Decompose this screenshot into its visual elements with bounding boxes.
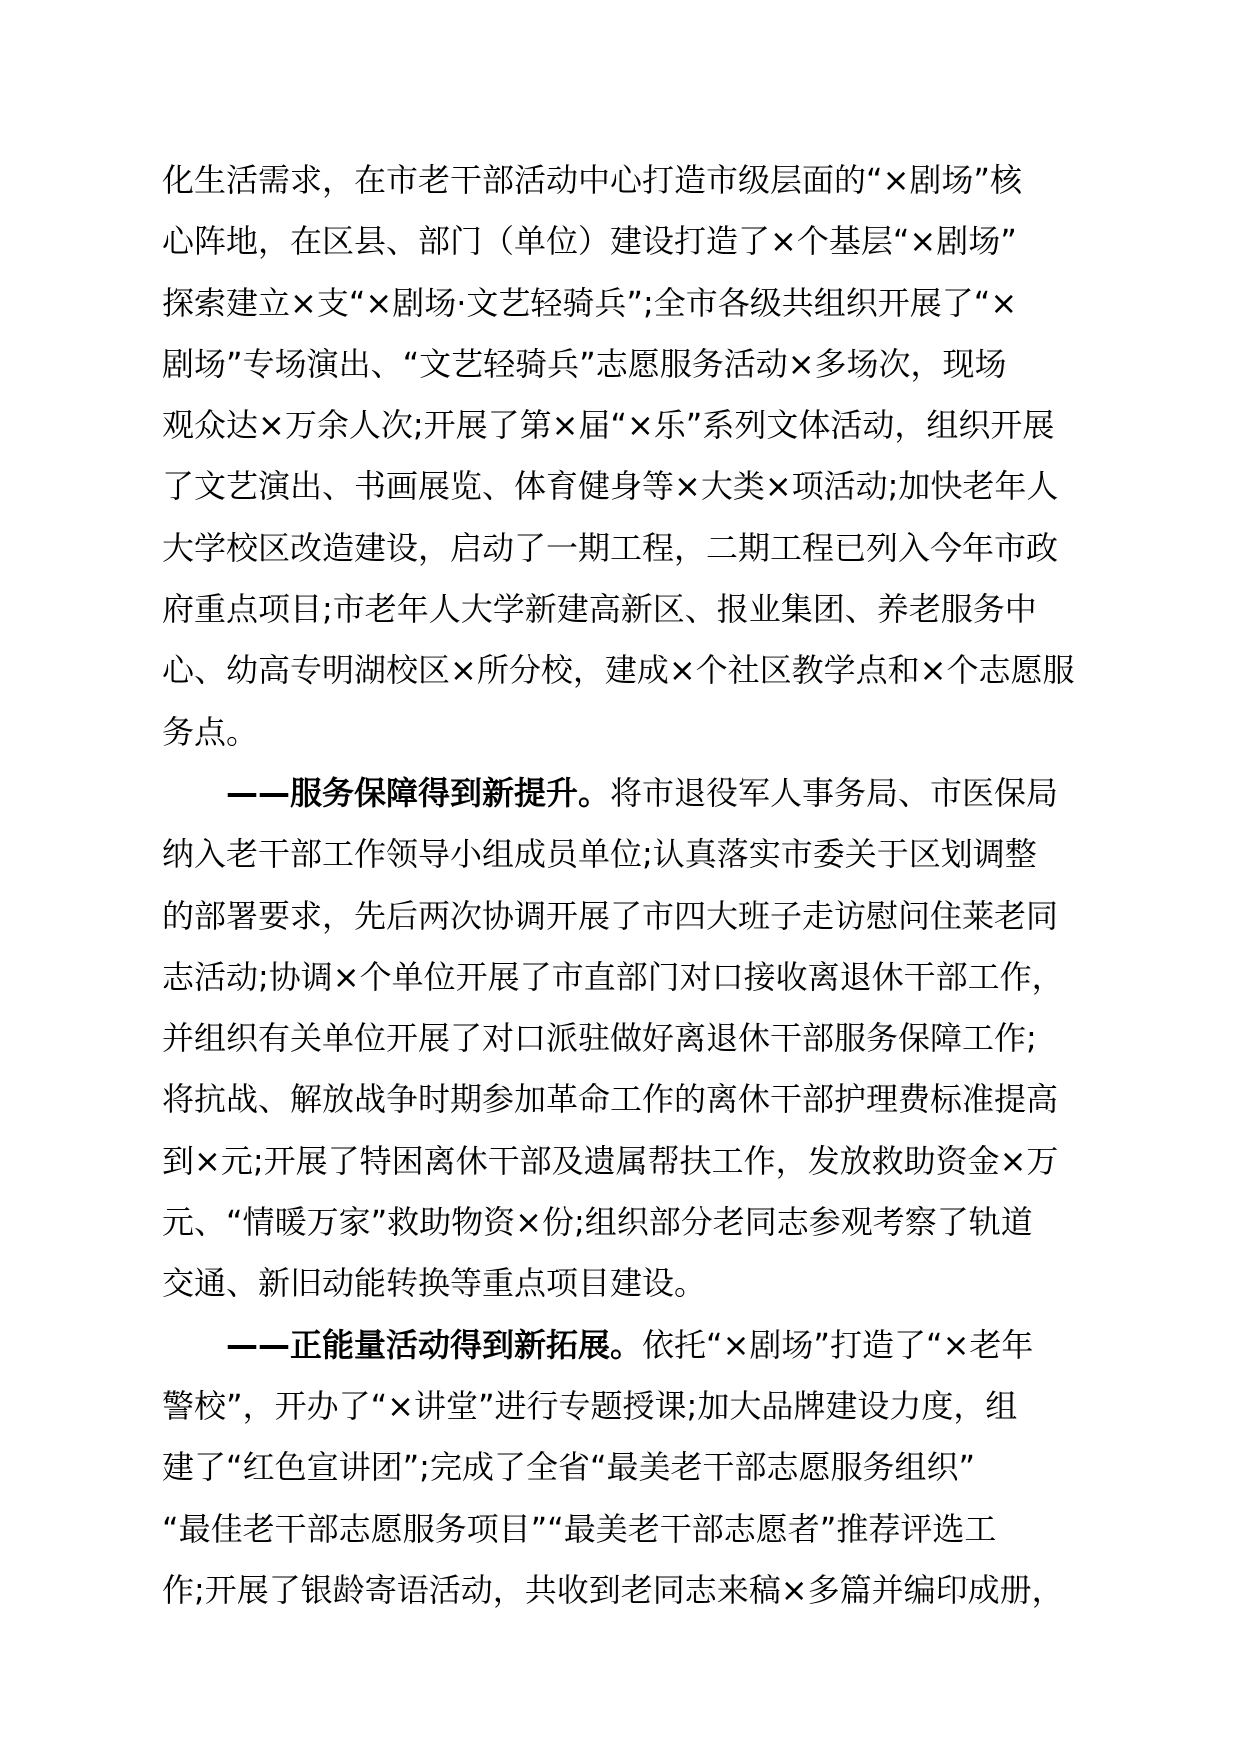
text-line: 务点。 <box>162 712 259 751</box>
text-line: 到×元;开展了特困离休干部及遗属帮扶工作，发放救助资金×万 <box>162 1141 1059 1180</box>
text-line: 作;开展了银龄寄语活动，共收到老同志来稿×多篇并编印成册， <box>162 1570 1064 1609</box>
paragraph-service-guarantee <box>162 763 1122 1315</box>
text-line: 的部署要求，先后两次协调开展了市四大班子走访慰问住莱老同 <box>162 896 1059 935</box>
text-line: 纳入老干部工作领导小组成员单位;认真落实市委关于区划调整 <box>162 835 1037 874</box>
text-line: 志活动;协调×个单位开展了市直部门对口接收离退休干部工作， <box>162 957 1064 996</box>
paragraph-cultural-activities <box>162 150 1122 763</box>
text-line: 将抗战、解放战争时期参加革命工作的离休干部护理费标准提高 <box>162 1080 1059 1119</box>
text-line: 大学校区改造建设，启动了一期工程，二期工程已列入今年市政 <box>162 528 1059 567</box>
text-line: 元、“情暖万家”救助物资×份;组织部分老同志参观考察了轨道 <box>162 1203 1033 1242</box>
document-body <box>162 150 1122 1621</box>
text-line-continuation: 将市退役军人事务局、市医保局 <box>610 773 1059 812</box>
paragraph-positive-energy <box>162 1315 1122 1621</box>
text-line-continuation: 依托“×剧场”打造了“×老年 <box>642 1325 1034 1364</box>
text-line: 了文艺演出、书画展览、体育健身等×大类×项活动;加快老年人 <box>162 467 1059 506</box>
text-line: 心、幼高专明湖校区×所分校，建成×个社区教学点和×个志愿服 <box>162 651 1075 690</box>
text-line: “最佳老干部志愿服务项目”“最美老干部志愿者”推荐评选工 <box>162 1509 997 1548</box>
text-line: 化生活需求，在市老干部活动中心打造市级层面的“×剧场”核 <box>162 161 1022 199</box>
section-lead-heading: ——服务保障得到新提升。 <box>226 773 611 812</box>
text-line-first <box>162 1315 1122 1376</box>
text-line: 剧场”专场演出、“文艺轻骑兵”志愿服务活动×多场次，现场 <box>162 344 1007 383</box>
text-line: 心阵地，在区县、部门（单位）建设打造了×个基层“×剧场” <box>162 222 1017 261</box>
text-line: 警校”，开办了“×讲堂”进行专题授课;加大品牌建设力度，组 <box>162 1386 1018 1425</box>
text-line: 并组织有关单位开展了对口派驻做好离退休干部服务保障工作; <box>162 1019 1037 1058</box>
text-line: 建了“红色宣讲团”;完成了全省“最美老干部志愿服务组织” <box>162 1448 976 1487</box>
text-line-first <box>162 763 1122 824</box>
text-line: 观众达×万余人次;开展了第×届“×乐”系列文体活动，组织开展 <box>162 406 1055 445</box>
text-line: 探索建立×支“×剧场·文艺轻骑兵”;全市各级共组织开展了“× <box>162 283 1018 322</box>
text-line: 府重点项目;市老年人大学新建高新区、报业集团、养老服务中 <box>162 590 1037 629</box>
text-line: 交通、新旧动能转换等重点项目建设。 <box>162 1264 707 1303</box>
section-lead-heading: ——正能量活动得到新拓展。 <box>226 1325 643 1364</box>
